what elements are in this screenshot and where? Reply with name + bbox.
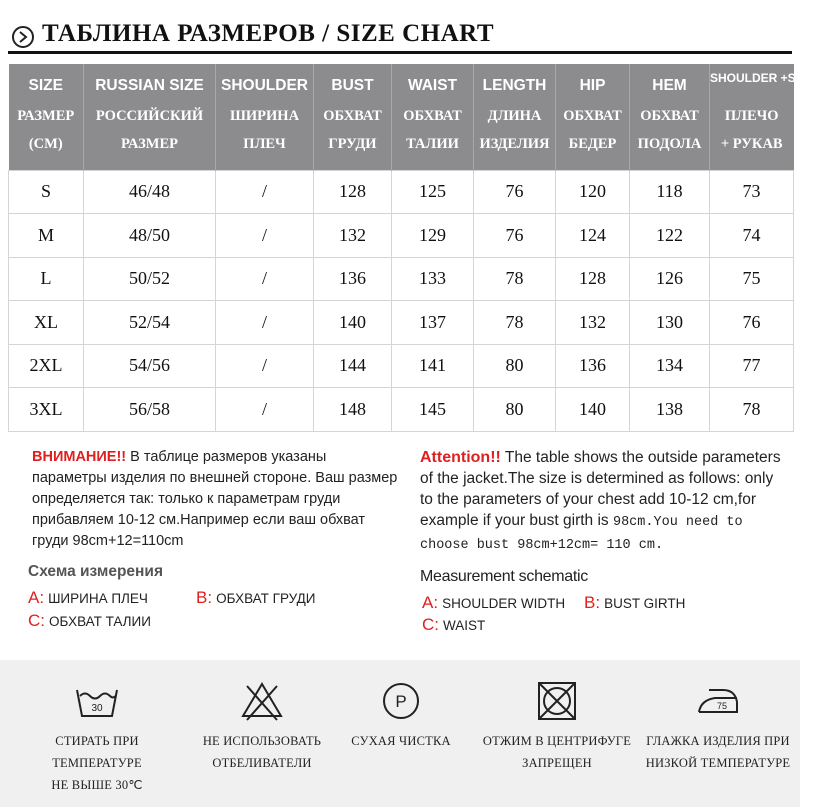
- care-label: ОТЖИМ В ЦЕНТРИФУГЕ ЗАПРЕЩЕН: [482, 734, 632, 770]
- column-header: HEM ОБХВАТ ПОДОЛА: [630, 64, 710, 170]
- table-cell: 2XL: [9, 344, 84, 388]
- care-item-iron: [638, 660, 798, 807]
- table-cell: 138: [630, 388, 710, 432]
- table-cell: 56/58: [84, 388, 216, 432]
- svg-text:75: 75: [716, 701, 728, 711]
- care-label: НЕ ИСПОЛЬЗОВАТЬ ОТБЕЛИВАТЕЛИ: [202, 734, 322, 770]
- table-cell: 148: [314, 388, 392, 432]
- title-bar: [0, 14, 800, 56]
- care-label: ГЛАЖКА ИЗДЕЛИЯ ПРИ НИЗКОЙ ТЕМПЕРАТУРЕ: [645, 734, 791, 770]
- note-text: В таблице размеров указаны параметры изделия по внешней стороне. Ваш размер определяется так: только к параметрам груди прибавляем 10-12 см.Например если ваш обхват груди 98cm+12=110cm: [32, 449, 398, 549]
- column-header: LENGTH ДЛИНА ИЗДЕЛИЯ: [474, 64, 556, 170]
- legend-item: B: BUST GIRTH: [584, 593, 686, 612]
- table-cell: 140: [556, 388, 630, 432]
- table-cell: 52/54: [84, 301, 216, 345]
- column-header: HIP ОБХВАТ БЕДЕР: [556, 64, 630, 170]
- table-cell: 75: [710, 257, 794, 301]
- legend-item: A: ШИРИНА ПЛЕЧ: [28, 588, 148, 607]
- svg-text:P: P: [395, 692, 407, 711]
- table-cell: 126: [630, 257, 710, 301]
- wash-30-icon: [74, 678, 120, 724]
- column-header: SIZE РАЗМЕР (CM): [9, 64, 84, 170]
- table-cell: 125: [392, 170, 474, 214]
- care-item-wash: [17, 660, 177, 807]
- care-instructions: [0, 660, 800, 807]
- table-cell: 54/56: [84, 344, 216, 388]
- note-russian: [32, 447, 402, 552]
- column-header: RUSSIAN SIZE РОССИЙСКИЙ РАЗМЕР: [84, 64, 216, 170]
- table-cell: 124: [556, 214, 630, 258]
- table-cell: 130: [630, 301, 710, 345]
- table-cell: /: [216, 257, 314, 301]
- table-cell: 129: [392, 214, 474, 258]
- table-cell: 134: [630, 344, 710, 388]
- table-cell: 78: [474, 301, 556, 345]
- table-cell: XL: [9, 301, 84, 345]
- table-row: [9, 344, 794, 388]
- table-cell: 137: [392, 301, 474, 345]
- table-cell: S: [9, 170, 84, 214]
- table-cell: 145: [392, 388, 474, 432]
- warning-label: Attention!!: [420, 449, 501, 466]
- legend-item: A: SHOULDER WIDTH: [422, 593, 566, 612]
- table-cell: /: [216, 388, 314, 432]
- care-label: СУХАЯ ЧИСТКА: [351, 734, 451, 748]
- table-cell: 78: [474, 257, 556, 301]
- no-bleach-icon: [239, 678, 285, 724]
- care-item-dry-clean: [321, 660, 481, 807]
- table-row: [9, 301, 794, 345]
- table-row: [9, 388, 794, 432]
- schema-title-russian: Схема измерения: [28, 563, 163, 580]
- table-cell: 74: [710, 214, 794, 258]
- legend-item: C: ОБХВАТ ТАЛИИ: [28, 611, 151, 630]
- table-cell: /: [216, 344, 314, 388]
- table-row: [9, 257, 794, 301]
- column-header: SHOULDER +SLEEVE ПЛЕЧО + РУКАВ: [710, 64, 794, 170]
- legend-item: B: ОБХВАТ ГРУДИ: [196, 588, 316, 607]
- warning-label: ВНИМАНИЕ!!: [32, 449, 127, 465]
- iron-low-icon: [695, 678, 741, 724]
- table-cell: /: [216, 214, 314, 258]
- table-cell: 132: [556, 301, 630, 345]
- table-cell: 80: [474, 388, 556, 432]
- table-cell: 48/50: [84, 214, 216, 258]
- table-row: [9, 170, 794, 214]
- table-cell: 76: [474, 214, 556, 258]
- dry-clean-p-icon: [378, 678, 424, 724]
- table-cell: 136: [556, 344, 630, 388]
- table-cell: 76: [710, 301, 794, 345]
- table-cell: 46/48: [84, 170, 216, 214]
- schema-title-english: Measurement schematic: [420, 568, 588, 585]
- chevron-right-circle-icon: [12, 26, 34, 48]
- table-cell: 50/52: [84, 257, 216, 301]
- note-text: The table shows the outside parameters of the jacket.The size is determined as follows: only to the parameters of your chest add 10-12 cm,for example if your bust girth is: [420, 449, 781, 529]
- table-row: [9, 214, 794, 258]
- size-table: [8, 64, 835, 432]
- table-cell: 141: [392, 344, 474, 388]
- table-cell: 136: [314, 257, 392, 301]
- table-cell: L: [9, 257, 84, 301]
- table-cell: /: [216, 301, 314, 345]
- table-cell: 78: [710, 388, 794, 432]
- column-header: WAIST ОБХВАТ ТАЛИИ: [392, 64, 474, 170]
- table-cell: 144: [314, 344, 392, 388]
- care-item-tumble: [477, 660, 637, 807]
- table-cell: 122: [630, 214, 710, 258]
- table-cell: 120: [556, 170, 630, 214]
- table-cell: 77: [710, 344, 794, 388]
- care-item-bleach: [182, 660, 342, 807]
- note-english: [420, 447, 790, 556]
- table-cell: 128: [556, 257, 630, 301]
- table-cell: 128: [314, 170, 392, 214]
- column-header: SHOULDER ШИРИНА ПЛЕЧ: [216, 64, 314, 170]
- table-cell: 132: [314, 214, 392, 258]
- no-tumble-dry-icon: [534, 678, 580, 724]
- note-mono-text: 98cm.You need to choose bust 98cm+12cm= 110 cm.: [420, 515, 743, 553]
- title-underline: [8, 51, 792, 54]
- table-cell: /: [216, 170, 314, 214]
- care-label: СТИРАТЬ ПРИ ТЕМПЕРАТУРЕ НЕ ВЫШЕ 30℃: [51, 734, 143, 792]
- table-cell: M: [9, 214, 84, 258]
- svg-text:30: 30: [91, 703, 103, 714]
- table-cell: 3XL: [9, 388, 84, 432]
- table-header-row: [9, 64, 794, 170]
- page-title: ТАБЛИНА РАЗМЕРОВ / SIZE CHART: [42, 20, 495, 47]
- table-cell: 118: [630, 170, 710, 214]
- table-cell: 73: [710, 170, 794, 214]
- table-cell: 133: [392, 257, 474, 301]
- legend-item: C: WAIST: [422, 615, 486, 634]
- table-cell: 140: [314, 301, 392, 345]
- column-header: BUST ОБХВАТ ГРУДИ: [314, 64, 392, 170]
- table-cell: 80: [474, 344, 556, 388]
- table-cell: 76: [474, 170, 556, 214]
